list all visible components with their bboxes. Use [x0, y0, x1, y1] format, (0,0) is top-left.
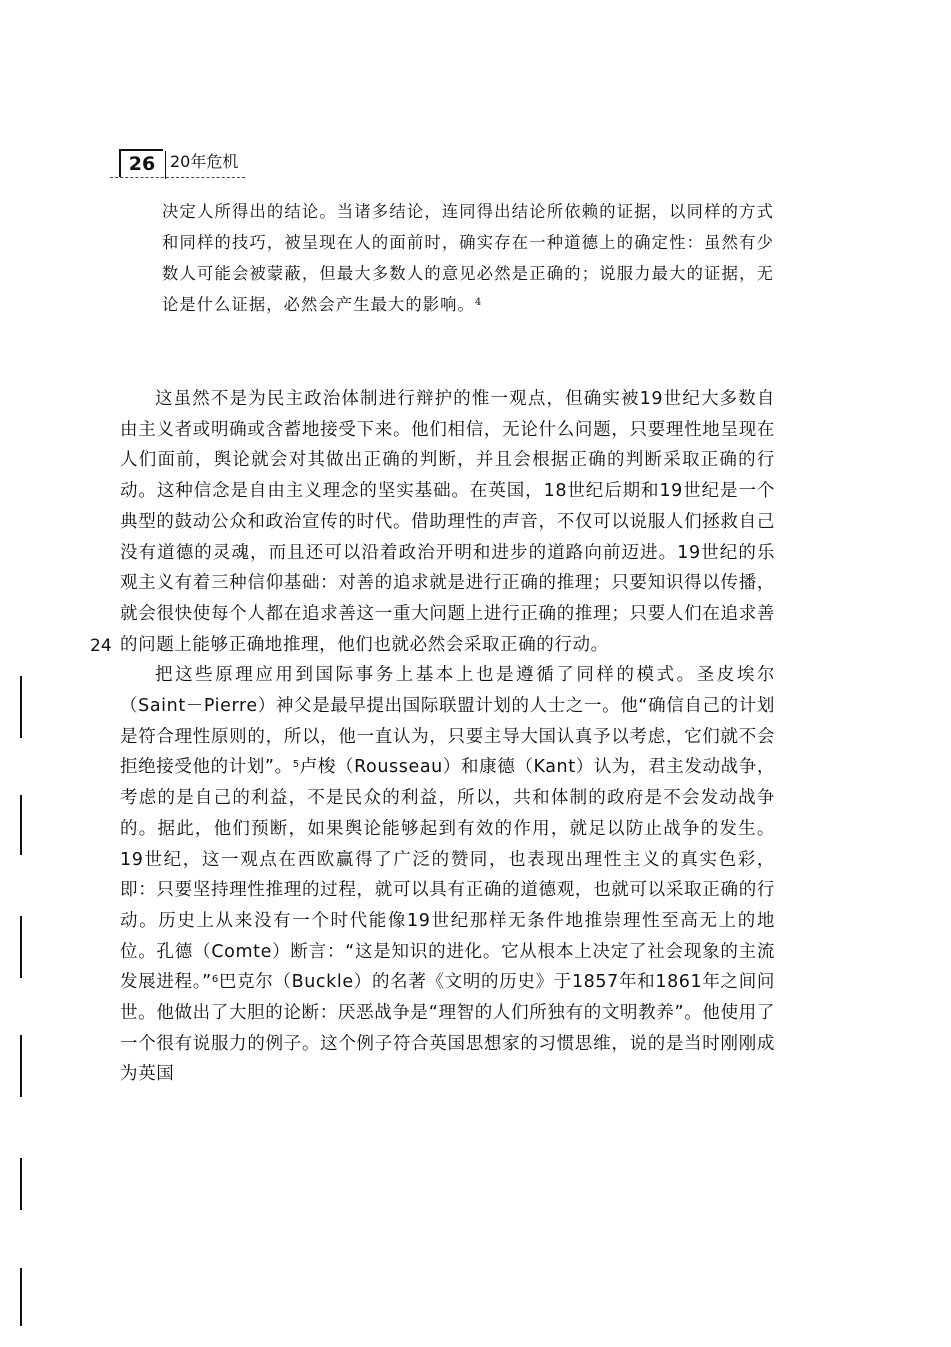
paragraph-2-part-c: 巴克尔（Buckle）的名著《文明的历史》于1857年和1861年之间问世。他做出了大胆的论断：厌恶战争是“理智的人们所独有的文明教养”。他使用了一个很有说服力的例子。这个例子符合英国思想家的习惯思维，说的是当时刚刚成为英国	[120, 972, 775, 1085]
block-quote	[162, 196, 774, 320]
scan-margin-mark	[20, 1158, 22, 1210]
running-header	[110, 143, 250, 183]
footnote-ref-5: 5	[292, 759, 300, 771]
scan-margin-mark	[20, 916, 22, 978]
footnote-ref-4: 4	[474, 297, 483, 308]
paragraph-2	[120, 660, 775, 1090]
header-divider	[165, 151, 166, 179]
paragraph-2-part-a: 把这些原理应用到国际事务上基本上也是遵循了同样的模式。圣皮埃尔（Saint－Pierre）神父是最早提出国际联盟计划的人士之一。他“确信自己的计划是符合理性原则的，所以，他一直认为，只要主导大国认真予以考虑，它们就不会拒绝接受他的计划”。	[120, 665, 775, 778]
quote-text: 决定人所得出的结论。当诸多结论，连同得出结论所依赖的证据，以同样的方式和同样的技巧，被呈现在人的面前时，确实存在一种道德上的确定性：虽然有少数人可能会被蒙蔽，但最大多数人的意见必然是正确的；说服力最大的证据，无论是什么证据，必然会产生最大的影响。	[162, 202, 774, 314]
footnote-ref-6: 6	[211, 974, 219, 986]
scan-margin-mark	[20, 1035, 22, 1097]
scan-margin-mark	[20, 676, 22, 738]
scan-margin-mark	[20, 1268, 22, 1326]
paragraph-1: 这虽然不是为民主政治体制进行辩护的惟一观点，但确实被19世纪大多数自由主义者或明确或含蓄地接受下来。他们相信，无论什么问题，只要理性地呈现在人们面前，舆论就会对其做出正确的判断，并且会根据正确的判断采取正确的行动。这种信念是自由主义理念的坚实基础。在英国，18世纪后期和19世纪是一个典型的鼓动公众和政治宣传的时代。借助理性的声音，不仅可以说服人们拯救自己没有道德的灵魂，而且还可以沿着政治开明和进步的道路向前迈进。19世纪的乐观主义有着三种信仰基础：对善的追求就是进行正确的推理；只要知识得以传播，就会很快使每个人都在追求善这一重大问题上进行正确的推理；只要人们在追求善的问题上能够正确地推理，他们也就必然会采取正确的行动。	[120, 389, 775, 655]
scan-margin-mark	[20, 795, 22, 855]
margin-page-reference: 24	[90, 636, 112, 656]
header-rule	[110, 177, 245, 178]
page-number: 26	[119, 149, 163, 177]
body-text	[120, 384, 775, 1090]
book-title: 20年危机	[170, 152, 239, 171]
paragraph-2-part-b: 卢梭（Rousseau）和康德（Kant）认为，君主发动战争，考虑的是自己的利益，不是民众的利益，所以，共和体制的政府是不会发动战争的。据此，他们预断，如果舆论能够起到有效的作用，就足以防止战争的发生。19世纪，这一观点在西欧赢得了广泛的赞同，也表现出理性主义的真实色彩，即：只要坚持理性推理的过程，就可以具有正确的道德观，也就可以采取正确的行动。历史上从来没有一个时代能像19世纪那样无条件地推崇理性至高无上的地位。孔德（Comte）断言：“这是知识的进化。它从根本上决定了社会现象的主流发展进程。”	[120, 757, 775, 993]
